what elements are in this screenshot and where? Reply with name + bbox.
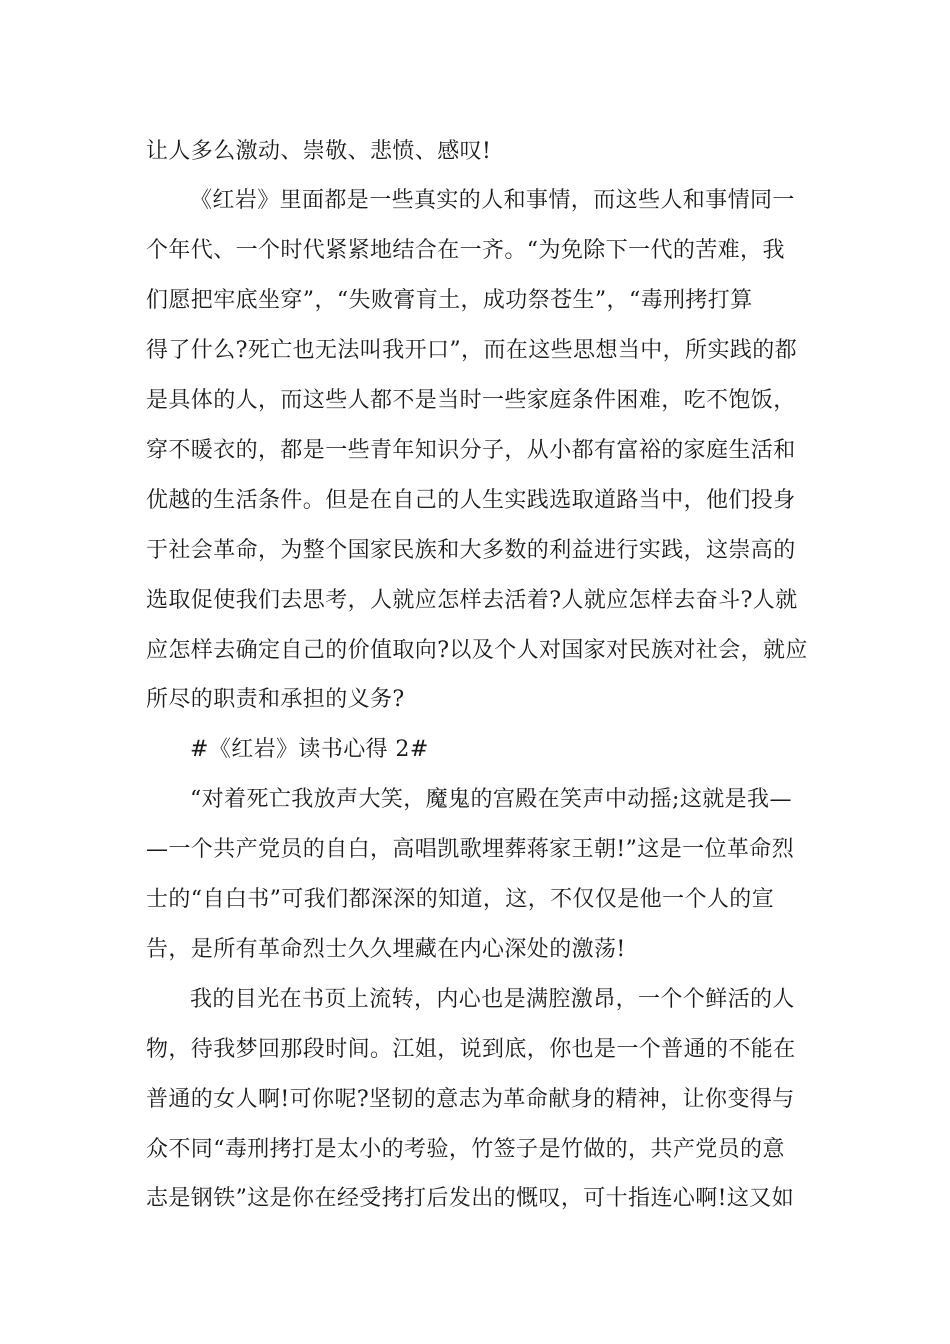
text-line: 个年代、一个时代紧紧地结合在一齐。“为免除下一代的苦难，我 [146,238,785,263]
text-line: 普通的女人啊!可你呢?坚韧的意志为革命献身的精神，让你变得与 [146,1087,795,1112]
paragraph-start-line: 我的目光在书页上流转，内心也是满腔激昂，一个个鲜活的人 [190,987,795,1012]
text-line: 穿不暖衣的，都是一些青年知识分子，从小都有富裕的家庭生活和 [146,438,796,463]
text-line: 是具体的人，而这些人都不是当时一些家庭条件困难，吃不饱饭， [146,388,796,413]
text-line: 优越的生活条件。但是在自己的人生实践选取道路当中，他们投身 [146,488,796,513]
paragraph-start-line: “对着死亡我放声大笑，魔鬼的宫殿在笑声中动摇;这就是我— [190,787,792,812]
paragraph-start-line: 《红岩》里面都是一些真实的人和事情，而这些人和事情同一 [190,188,795,213]
text-line: 应怎样去确定自己的价值取向?以及个人对国家对民族对社会，就应 [146,638,808,663]
text-line: 士的“自白书”可我们都深深的知道，这，不仅仅是他一个人的宣 [146,887,775,912]
text-line: 志是钢铁”这是你在经受拷打后发出的慨叹，可十指连心啊!这又如 [146,1186,795,1211]
text-line: 众不同“毒刑拷打是太小的考验，竹签子是竹做的，共产党员的意 [146,1137,785,1162]
text-line: 于社会革命，为整个国家民族和大多数的利益进行实践，这崇高的 [146,538,796,563]
text-line: 告，是所有革命烈士久久埋藏在内心深处的激荡! [146,937,626,962]
section-heading: #《红岩》读书心得 2# [190,737,429,762]
text-line: 得了什么?死亡也无法叫我开口”，而在这些思想当中，所实践的都 [146,338,798,363]
text-line: 物，待我梦回那段时间。江姐，说到底，你也是一个普通的不能在 [146,1037,796,1062]
text-line: —一个共产党员的自白，高唱凯歌埋葬蒋家王朝!”这是一位革命烈 [146,837,795,862]
text-line: 们愿把牢底坐穿”，“失败膏肓土，成功祭苍生”，“毒刑拷打算 [146,288,753,313]
text-line: 所尽的职责和承担的义务? [146,687,405,712]
text-line: 让人多么激动、崇敬、悲愤、感叹! [146,139,492,164]
text-line: 选取促使我们去思考，人就应怎样去活着?人就应怎样去奋斗?人就 [146,588,798,613]
